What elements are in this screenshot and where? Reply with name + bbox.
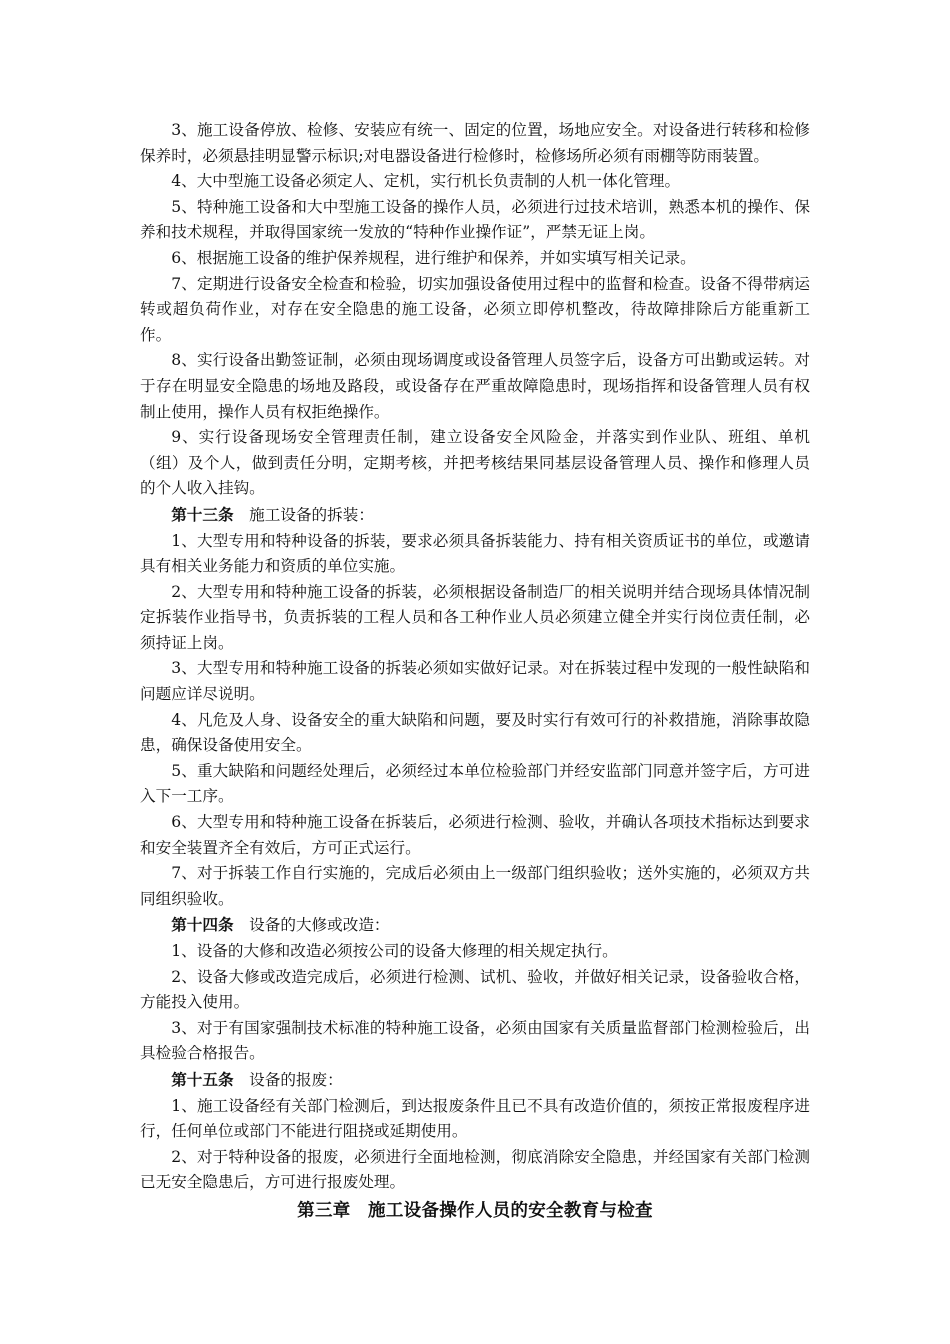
body-paragraph: 2、对于特种设备的报废，必须进行全面地检测，彻底消除安全隐患，并经国家有关部门检测已无安全隐患后，方可进行报废处理。: [140, 1147, 810, 1192]
body-paragraph: 4、大中型施工设备必须定人、定机，实行机长负责制的人机一体化管理。: [171, 172, 681, 191]
document-page: [140, 118, 810, 1226]
article-number: 第十四条: [171, 915, 234, 935]
body-paragraph: 7、对于拆装工作自行实施的，完成后必须由上一级部门组织验收；送外实施的，必须双方共同组织验收。: [140, 864, 810, 908]
body-paragraph: 5、特种施工设备和大中型施工设备的操作人员，必须进行过技术培训，熟悉本机的操作、保养和技术规程，并取得国家统一发放的“特种作业操作证”，严禁无证上岗。: [140, 197, 810, 242]
body-paragraph: 1、设备的大修和改造必须按公司的设备大修理的相关规定执行。: [171, 942, 618, 960]
body-paragraph: 6、大型专用和特种施工设备在拆装后，必须进行检测、验收，并确认各项技术指标达到要求和安全装置齐全有效后，方可正式运行。: [140, 813, 810, 857]
body-paragraph: 5、重大缺陷和问题经处理后，必须经过本单位检验部门并经安监部门同意并签字后，方可进入下一工序。: [140, 761, 810, 806]
article-heading: [140, 912, 810, 939]
body-paragraph: 7、定期进行设备安全检查和检验，切实加强设备使用过程中的监督和检查。设备不得带病运转或超负荷作业，对存在安全隐患的施工设备，必须立即停机整改，待故障排除后方能重新工作。: [140, 274, 810, 344]
body-paragraph: 2、设备大修或改造完成后，必须进行检测、试机、验收，并做好相关记录，设备验收合格，方能投入使用。: [140, 967, 810, 1012]
chapter-number: 第三章: [297, 1200, 351, 1221]
chapter-title: 施工设备操作人员的安全教育与检查: [368, 1200, 653, 1221]
chapter-heading: [140, 1196, 810, 1226]
article-heading: [140, 502, 810, 529]
body-paragraph: 6、根据施工设备的维护保养规程，进行维护和保养，并如实填写相关记录。: [171, 248, 696, 267]
article-number: 第十三条: [171, 504, 234, 524]
article-heading: [140, 1067, 810, 1094]
article-title: 施工设备的拆装：: [249, 505, 374, 524]
body-paragraph: 8、实行设备出勤签证制，必须由现场调度或设备管理人员签字后，设备方可出勤或运转。对于存在明显安全隐患的场地及路段，或设备存在严重故障隐患时，现场指挥和设备管理人员有权制止使用，操作人员有权拒绝操作。: [140, 351, 810, 421]
body-paragraph: 2、大型专用和特种施工设备的拆装，必须根据设备制造厂的相关说明并结合现场具体情况制定拆装作业指导书，负责拆装的工程人员和各工种作业人员必须建立健全并实行岗位责任制，必须持证上岗。: [140, 582, 810, 652]
body-paragraph: 1、大型专用和特种设备的拆装，要求必须具备拆装能力、持有相关资质证书的单位，或邀请具有相关业务能力和资质的单位实施。: [140, 531, 810, 576]
body-paragraph: 3、对于有国家强制技术标准的特种施工设备，必须由国家有关质量监督部门检测检验后，出具检验合格报告。: [140, 1018, 810, 1063]
article-title: 设备的报废：: [249, 1070, 343, 1089]
body-paragraph: 9、实行设备现场安全管理责任制，建立设备安全风险金，并落实到作业队、班组、单机（组）及个人，做到责任分明，定期考核，并把考核结果同基层设备管理人员、操作和修理人员的个人收入挂钩。: [140, 428, 810, 498]
article-title: 设备的大修或改造：: [249, 916, 390, 935]
body-paragraph: 3、施工设备停放、检修、安装应有统一、固定的位置，场地应安全。对设备进行转移和检修保养时，必须悬挂明显警示标识;对电器设备进行检修时，检修场所必须有雨棚等防雨装置。: [140, 121, 810, 165]
article-number: 第十五条: [171, 1069, 234, 1089]
body-paragraph: 3、大型专用和特种施工设备的拆装必须如实做好记录。对在拆装过程中发现的一般性缺陷和问题应详尽说明。: [140, 659, 810, 704]
body-paragraph: 1、施工设备经有关部门检测后，到达报废条件且已不具有改造价值的，须按正常报废程序进行，任何单位或部门不能进行阻挠或延期使用。: [140, 1096, 810, 1141]
body-paragraph: 4、凡危及人身、设备安全的重大缺陷和问题，要及时实行有效可行的补救措施，消除事故隐患，确保设备使用安全。: [140, 710, 810, 755]
